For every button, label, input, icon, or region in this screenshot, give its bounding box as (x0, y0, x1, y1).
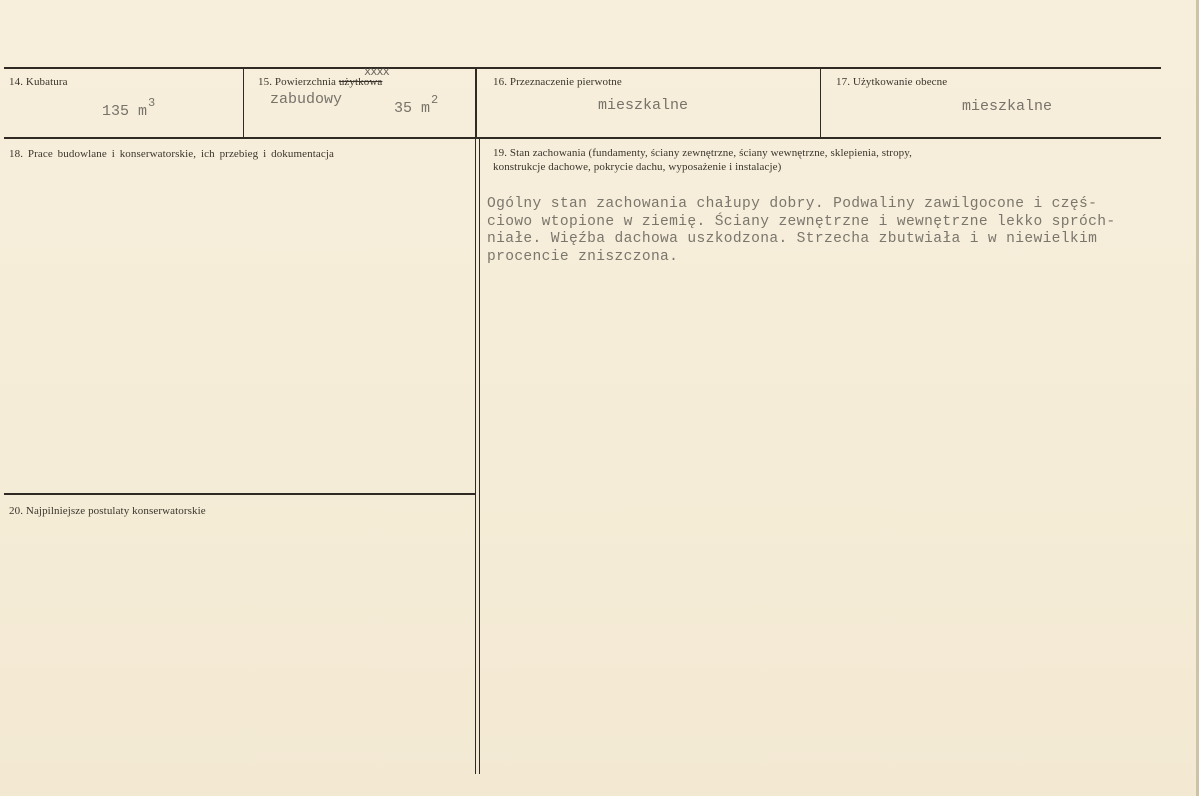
kubatura-number: 135 m (102, 103, 148, 120)
powierzchnia-number: 35 m (394, 100, 431, 117)
przeznaczenie-label: 16. Przeznaczenie pierwotne (493, 76, 622, 88)
col-divider-2 (475, 68, 477, 138)
col-divider-1 (243, 68, 244, 138)
powierzchnia-label-word: użytkowa (338, 76, 383, 88)
top-rule (4, 67, 1161, 69)
body-divider-left (475, 138, 476, 774)
powierzchnia-overtype: xxxx (364, 65, 389, 79)
stan-line-4: procencie zniszczona. (487, 248, 679, 265)
powierzchnia-exponent: 2 (431, 93, 439, 107)
powierzchnia-value (394, 93, 439, 117)
stan-line-1: Ogólny stan zachowania chałupy dobry. Podwaliny zawilgocone i częś- (487, 196, 1098, 212)
kubatura-label: 14. Kubatura (9, 76, 68, 88)
section-divider (4, 493, 475, 495)
kubatura-value (102, 96, 156, 120)
kubatura-exponent: 3 (148, 96, 156, 110)
powierzchnia-type: zabudowy (270, 91, 343, 108)
stan-line-3: niałe. Więźba dachowa uszkodzona. Strzecha zbutwiała i w niewielkim (487, 231, 1098, 247)
body-divider-right (479, 138, 480, 774)
stan-line-2: ciowo wtopione w ziemię. Ściany zewnętrzne i wewnętrzne lekko spróch- (487, 213, 1116, 230)
stan-description (487, 196, 1187, 266)
col-divider-3 (820, 68, 821, 138)
stan-label-line2: konstrukcje dachowe, pokrycie dachu, wyposażenie i instalacje) (493, 161, 782, 173)
row-divider (4, 137, 1161, 139)
prace-label: 18. Prace budowlane i konserwatorskie, ich przebieg i dokumentacja (9, 148, 334, 160)
przeznaczenie-value: mieszkalne (598, 97, 689, 114)
uzytkowanie-value: mieszkalne (962, 98, 1053, 115)
powierzchnia-label-prefix: 15. Powierzchnia (258, 76, 336, 88)
uzytkowanie-label: 17. Użytkowanie obecne (836, 76, 948, 88)
postulaty-label: 20. Najpilniejsze postulaty konserwatorskie (9, 505, 206, 517)
stan-label-line1: 19. Stan zachowania (fundamenty, ściany zewnętrzne, ściany wewnętrzne, sklepienia, stropy, (493, 147, 913, 159)
